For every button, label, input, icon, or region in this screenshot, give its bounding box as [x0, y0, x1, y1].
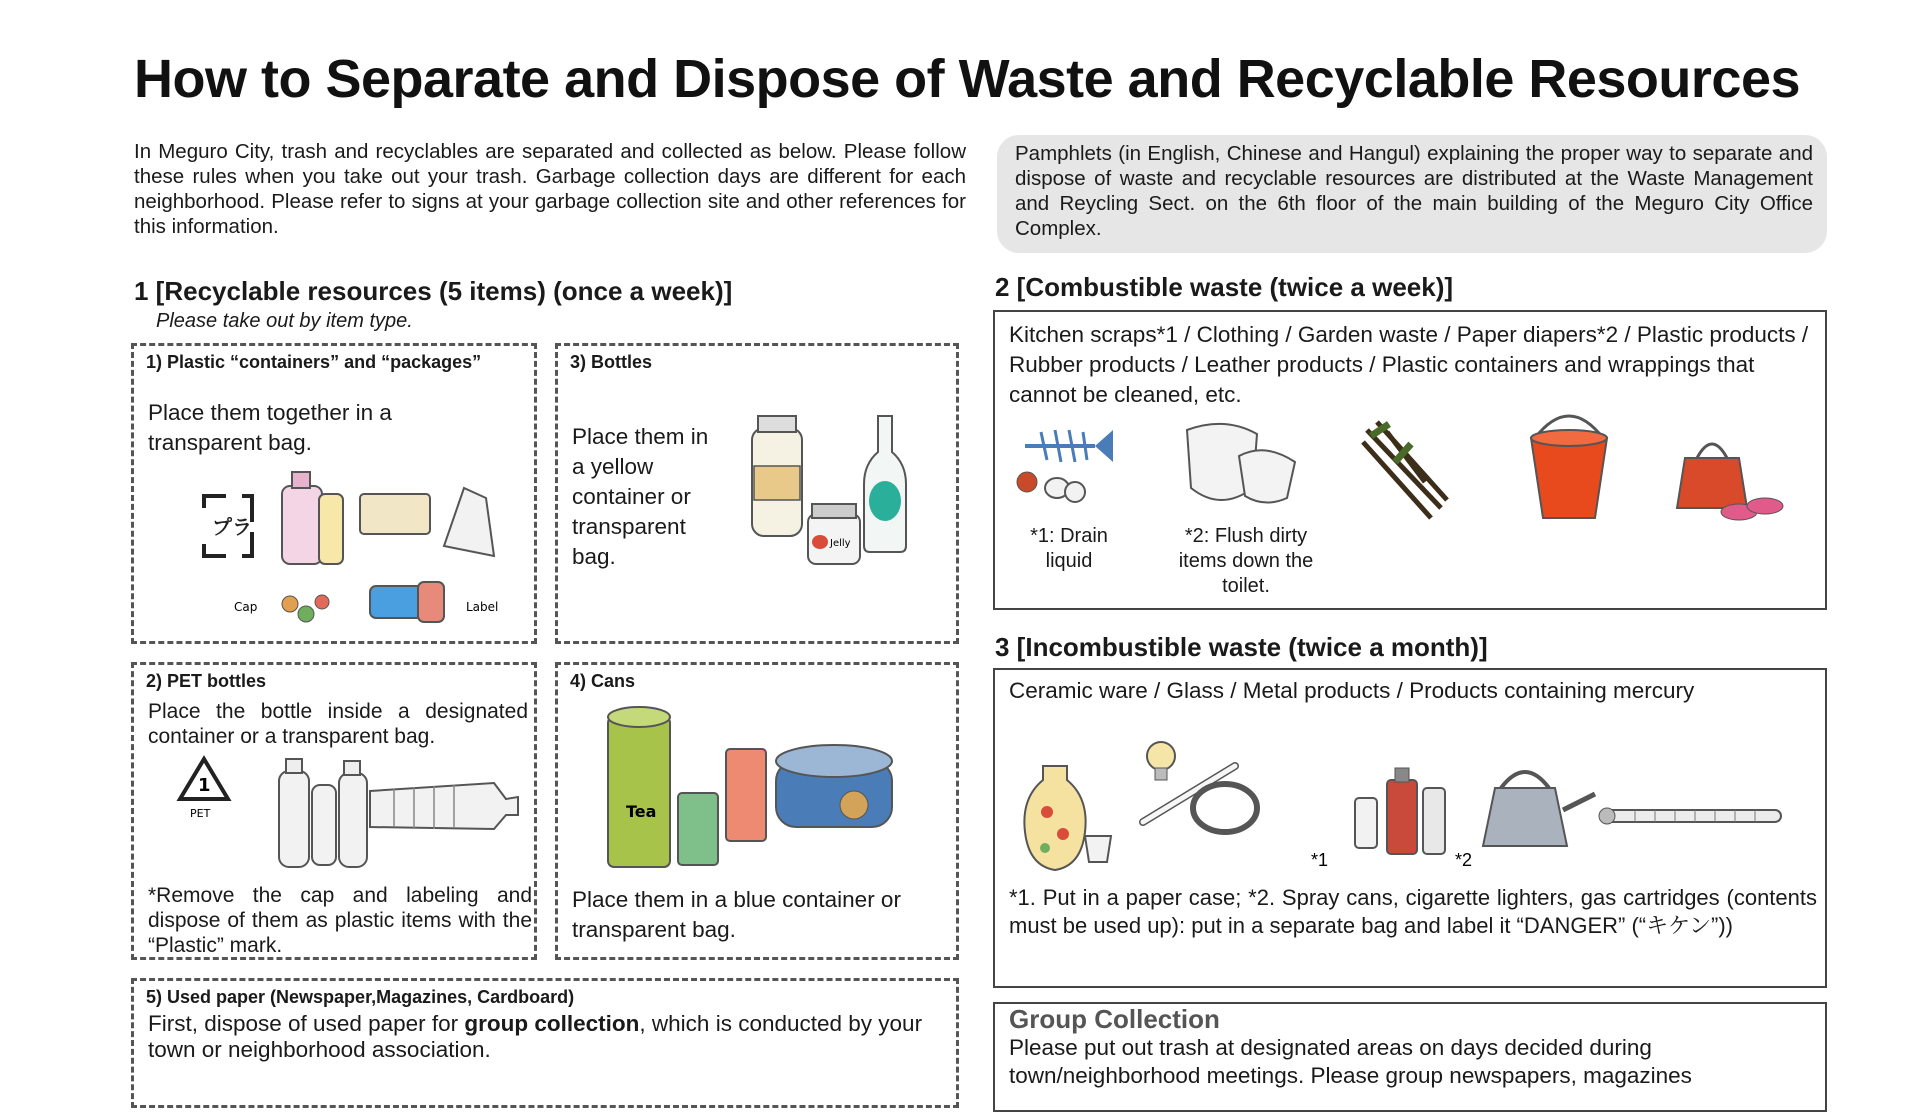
plastic-label-tag: Label [466, 600, 499, 614]
plastic-label: 1) Plastic “containers” and “packages” [146, 352, 482, 372]
incombustible-mark-1: *1 [1311, 850, 1329, 870]
kettle-icon [1483, 772, 1595, 846]
bucket-icon [1531, 416, 1607, 518]
cans-text: Place them in a blue container or transparent bag. [572, 887, 901, 942]
combustible-box [993, 310, 1827, 610]
fish-bone-icon [1017, 430, 1113, 502]
bottles-text: Place them in a yellow container or transparent bag. [572, 424, 709, 569]
group-heading: Group Collection [1009, 1004, 1220, 1034]
spray-can-icon [1355, 768, 1445, 854]
bottles-label: 3) Bottles [570, 352, 653, 372]
pet-note: *Remove the cap and labeling and dispose of them as plastic items with the “Plastic” mark. [148, 884, 532, 957]
ceramic-vase-icon [1024, 766, 1111, 870]
pet-text: Place the bottle inside a designated container or a transparent bag. [148, 700, 528, 748]
incombustible-note: *1. Put in a paper case; *2. Spray cans, cigarette lighters, gas cartridges (contents must be used up): put in a separate bag and label it “DANGER” (“キケン”)) [1009, 885, 1817, 938]
pet-box [131, 662, 537, 960]
recyclable-heading: 1 [Recyclable resources (5 items) (once a week)] [134, 276, 733, 306]
recyclable-note: Please take out by item type. [156, 310, 413, 332]
incombustible-mark-2: *2 [1455, 850, 1473, 870]
incombustible-box [993, 668, 1827, 988]
incombustible-illustration [995, 670, 1829, 990]
plastic-illustration [134, 346, 540, 647]
cans-label: 4) Cans [570, 671, 636, 691]
pamphlet-note: Pamphlets (in English, Chinese and Hangul) explaining the proper way to separate and dispose of waste and recyclable resources are distributed at the Waste Management and Reycling Sect. on the 6th floor of the main building of the Meguro City Office Complex. [997, 135, 1827, 253]
incombustible-text: Ceramic ware / Glass / Metal products / Products containing mercury [1009, 678, 1695, 703]
bottles-illustration [558, 346, 962, 647]
plastic-cap-text: Cap [234, 600, 258, 614]
handbag-icon [1677, 444, 1783, 520]
cans-tea-text: Tea [626, 802, 657, 821]
paper-text-bold: group collection [464, 1011, 640, 1036]
thermometer-icon [1599, 808, 1781, 824]
pet-label: 2) PET bottles [146, 671, 267, 691]
pet-mark-text: PET [190, 807, 211, 820]
plastic-mark-text: プラ [212, 515, 252, 539]
bottles-jelly-text: Jelly [830, 538, 851, 549]
pet-mark-num: 1 [198, 775, 211, 796]
paper-box [131, 978, 959, 1108]
incombustible-heading: 3 [Incombustible waste (twice a month)] [995, 632, 1488, 662]
page-title: How to Separate and Dispose of Waste and Recyclable Resources [134, 49, 1801, 109]
cans-box [555, 662, 959, 960]
plastic-text: Place them together in a transparent bag. [148, 400, 392, 455]
combustible-heading: 2 [Combustible waste (twice a week)] [995, 272, 1454, 302]
garden-waste-icon [1363, 422, 1447, 518]
paper-text [148, 1011, 938, 1063]
combustible-caption-2: *2: Flush dirty items down the toilet. [1178, 525, 1314, 597]
diaper-icon [1187, 424, 1295, 503]
group-text: Please put out trash at designated areas on days decided during town/neighborhood meetings. Please group newspapers, magazines [1009, 1035, 1692, 1088]
plastic-box [131, 343, 537, 644]
combustible-caption-1: *1: Drain liquid [1030, 525, 1108, 572]
paper-text-after: , which is conducted by your town or neighborhood association. [148, 1011, 923, 1062]
intro-text: In Meguro City, trash and recyclables are separated and collected as below. Please follow these rules when you take out your trash. Garbage collection days are different for each neighborhood. Please refer to signs at your garbage collection site and other references for this information. [134, 140, 966, 238]
light-bulb-icon [1143, 742, 1257, 832]
bottles-box [555, 343, 959, 644]
paper-text-before: First, dispose of used paper for [148, 1011, 465, 1036]
paper-label: 5) Used paper (Newspaper,Magazines, Cardboard) [146, 987, 575, 1007]
combustible-text: Kitchen scraps*1 / Clothing / Garden waste / Paper diapers*2 / Plastic products / Rubber products / Leather products / Plastic containers and wrappings that cannot be cleaned, etc. [1009, 322, 1809, 407]
group-box [993, 1002, 1827, 1112]
